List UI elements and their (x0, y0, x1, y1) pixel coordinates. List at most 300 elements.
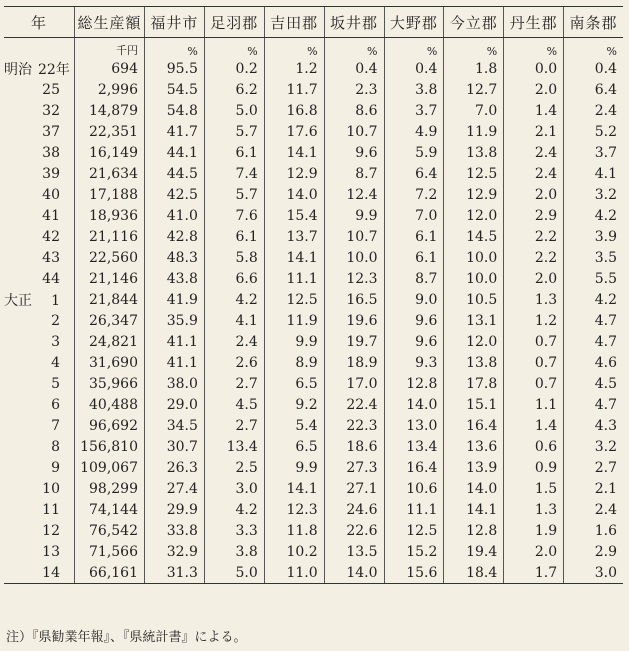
percentage-cell: 2.4 (564, 499, 623, 520)
unit-cell: 千円 (75, 38, 145, 59)
percentage-cell: 9.6 (384, 331, 444, 352)
percentage-cell: 4.1 (564, 163, 623, 184)
percentage-cell: 5.2 (564, 121, 623, 142)
percentage-cell: 5.8 (204, 247, 264, 268)
header-cell: 今立郡 (444, 7, 504, 38)
percentage-cell: 4.3 (564, 415, 623, 436)
total-production-cell: 16,149 (75, 142, 145, 163)
percentage-cell: 15.4 (264, 205, 324, 226)
percentage-cell: 3.2 (564, 184, 623, 205)
year-cell (4, 415, 75, 436)
percentage-cell: 9.9 (324, 205, 384, 226)
percentage-cell: 4.7 (564, 310, 623, 331)
percentage-cell: 3.9 (564, 226, 623, 247)
percentage-cell: 12.9 (444, 184, 504, 205)
percentage-cell: 22.3 (324, 415, 384, 436)
percentage-cell: 10.6 (384, 478, 444, 499)
percentage-cell: 19.6 (324, 310, 384, 331)
year-cell (4, 562, 75, 584)
percentage-cell: 19.4 (444, 541, 504, 562)
table-body (4, 38, 623, 584)
percentage-cell: 10.0 (444, 247, 504, 268)
percentage-cell: 41.7 (145, 121, 205, 142)
year-cell (4, 352, 75, 373)
unit-cell: % (264, 38, 324, 59)
percentage-cell: 14.0 (264, 184, 324, 205)
total-production-cell: 2,996 (75, 79, 145, 100)
percentage-cell: 18.9 (324, 352, 384, 373)
percentage-cell: 1.4 (504, 415, 564, 436)
year-number: 32 (42, 102, 60, 119)
year-cell (4, 205, 75, 226)
percentage-cell: 1.5 (504, 478, 564, 499)
percentage-cell: 5.5 (564, 268, 623, 289)
percentage-cell: 10.5 (444, 289, 504, 310)
percentage-cell: 18.4 (444, 562, 504, 584)
header-cell: 足羽郡 (204, 7, 264, 38)
percentage-cell: 10.2 (264, 541, 324, 562)
percentage-cell: 0.7 (504, 331, 564, 352)
year-number: 22年 (38, 61, 70, 78)
year-cell (4, 226, 75, 247)
percentage-cell: 0.7 (504, 373, 564, 394)
total-production-cell: 109,067 (75, 457, 145, 478)
year-number: 41 (42, 207, 60, 224)
percentage-cell: 4.5 (204, 394, 264, 415)
year-number: 1 (51, 292, 60, 309)
percentage-cell: 13.0 (384, 415, 444, 436)
percentage-cell: 29.9 (145, 499, 205, 520)
percentage-cell: 2.1 (564, 478, 623, 499)
year-cell (4, 436, 75, 457)
percentage-cell: 12.5 (384, 520, 444, 541)
total-production-cell: 74,144 (75, 499, 145, 520)
percentage-cell: 4.2 (204, 289, 264, 310)
percentage-cell: 12.0 (444, 331, 504, 352)
year-cell (4, 457, 75, 478)
percentage-cell: 2.9 (564, 541, 623, 562)
percentage-cell: 1.2 (504, 310, 564, 331)
percentage-cell: 13.5 (324, 541, 384, 562)
table-row (4, 478, 623, 499)
percentage-cell: 16.8 (264, 100, 324, 121)
percentage-cell: 0.9 (504, 457, 564, 478)
percentage-cell: 4.7 (564, 394, 623, 415)
percentage-cell: 2.2 (504, 247, 564, 268)
percentage-cell: 4.2 (204, 499, 264, 520)
percentage-cell: 6.5 (264, 373, 324, 394)
percentage-cell: 2.7 (204, 373, 264, 394)
year-number: 7 (51, 417, 60, 434)
percentage-cell: 8.7 (384, 268, 444, 289)
year-number: 3 (51, 333, 60, 350)
table-row (4, 247, 623, 268)
year-number: 40 (42, 186, 60, 203)
header-row (4, 7, 623, 38)
percentage-cell: 11.1 (384, 499, 444, 520)
total-production-cell: 31,690 (75, 352, 145, 373)
table-row (4, 205, 623, 226)
percentage-cell: 35.9 (145, 310, 205, 331)
total-production-cell: 40,488 (75, 394, 145, 415)
table-row (4, 121, 623, 142)
percentage-cell: 5.7 (204, 121, 264, 142)
year-number: 39 (42, 165, 60, 182)
table-row (4, 226, 623, 247)
percentage-cell: 27.3 (324, 457, 384, 478)
percentage-cell: 41.1 (145, 352, 205, 373)
percentage-cell: 15.2 (384, 541, 444, 562)
percentage-cell: 6.1 (204, 226, 264, 247)
header-cell: 坂井郡 (324, 7, 384, 38)
percentage-cell: 6.4 (564, 79, 623, 100)
percentage-cell: 4.9 (384, 121, 444, 142)
table-row (4, 289, 623, 310)
percentage-cell: 14.1 (444, 499, 504, 520)
percentage-cell: 12.4 (324, 184, 384, 205)
percentage-cell: 14.0 (444, 478, 504, 499)
percentage-cell: 27.1 (324, 478, 384, 499)
percentage-cell: 16.4 (384, 457, 444, 478)
year-number: 43 (42, 249, 60, 266)
percentage-cell: 43.8 (145, 268, 205, 289)
total-production-cell: 21,634 (75, 163, 145, 184)
percentage-cell: 29.0 (145, 394, 205, 415)
year-number: 38 (42, 144, 60, 161)
year-number: 13 (42, 543, 60, 560)
percentage-cell: 22.4 (324, 394, 384, 415)
unit-cell: % (324, 38, 384, 59)
total-production-cell: 14,879 (75, 100, 145, 121)
year-number: 4 (51, 354, 60, 371)
table-row (4, 58, 623, 79)
total-production-cell: 22,351 (75, 121, 145, 142)
year-cell (4, 184, 75, 205)
percentage-cell: 2.4 (504, 142, 564, 163)
year-number: 8 (51, 438, 60, 455)
percentage-cell: 11.0 (264, 562, 324, 584)
year-cell (4, 373, 75, 394)
percentage-cell: 14.0 (384, 394, 444, 415)
percentage-cell: 33.8 (145, 520, 205, 541)
percentage-cell: 1.3 (504, 289, 564, 310)
percentage-cell: 12.3 (324, 268, 384, 289)
percentage-cell: 7.6 (204, 205, 264, 226)
percentage-cell: 6.4 (384, 163, 444, 184)
year-cell (4, 100, 75, 121)
percentage-cell: 4.2 (564, 205, 623, 226)
percentage-cell: 6.6 (204, 268, 264, 289)
percentage-cell: 16.5 (324, 289, 384, 310)
total-production-cell: 96,692 (75, 415, 145, 436)
percentage-cell: 13.9 (444, 457, 504, 478)
percentage-cell: 0.4 (384, 58, 444, 79)
year-number: 14 (42, 564, 60, 581)
percentage-cell: 1.8 (444, 58, 504, 79)
table-row (4, 268, 623, 289)
percentage-cell: 3.7 (384, 100, 444, 121)
percentage-cell: 13.4 (384, 436, 444, 457)
percentage-cell: 5.9 (384, 142, 444, 163)
percentage-cell: 3.0 (204, 478, 264, 499)
percentage-cell: 22.6 (324, 520, 384, 541)
total-production-cell: 156,810 (75, 436, 145, 457)
percentage-cell: 3.2 (564, 436, 623, 457)
percentage-cell: 15.1 (444, 394, 504, 415)
percentage-cell: 12.9 (264, 163, 324, 184)
percentage-cell: 0.0 (504, 58, 564, 79)
header-cell: 大野郡 (384, 7, 444, 38)
year-number: 2 (51, 312, 60, 329)
percentage-cell: 0.4 (324, 58, 384, 79)
percentage-cell: 38.0 (145, 373, 205, 394)
percentage-cell: 13.6 (444, 436, 504, 457)
percentage-cell: 10.0 (444, 268, 504, 289)
percentage-cell: 9.3 (384, 352, 444, 373)
percentage-cell: 6.2 (204, 79, 264, 100)
total-production-cell: 35,966 (75, 373, 145, 394)
percentage-cell: 26.3 (145, 457, 205, 478)
percentage-cell: 2.5 (204, 457, 264, 478)
header-cell: 総生産額 (75, 7, 145, 38)
percentage-cell: 13.7 (264, 226, 324, 247)
year-cell (4, 541, 75, 562)
percentage-cell: 3.0 (564, 562, 623, 584)
percentage-cell: 8.6 (324, 100, 384, 121)
year-cell (4, 58, 75, 79)
percentage-cell: 3.8 (384, 79, 444, 100)
percentage-cell: 5.0 (204, 100, 264, 121)
percentage-cell: 3.3 (204, 520, 264, 541)
table-row (4, 142, 623, 163)
percentage-cell: 42.5 (145, 184, 205, 205)
percentage-cell: 14.0 (324, 562, 384, 584)
percentage-cell: 31.3 (145, 562, 205, 584)
table-row (4, 184, 623, 205)
percentage-cell: 54.8 (145, 100, 205, 121)
percentage-cell: 0.6 (504, 436, 564, 457)
era-label: 明治 (4, 61, 32, 78)
year-number: 44 (42, 270, 60, 287)
header-cell: 丹生郡 (504, 7, 564, 38)
percentage-cell: 8.9 (264, 352, 324, 373)
percentage-cell: 17.8 (444, 373, 504, 394)
percentage-cell: 9.2 (264, 394, 324, 415)
percentage-cell: 7.4 (204, 163, 264, 184)
percentage-cell: 11.9 (264, 310, 324, 331)
unit-cell: % (564, 38, 623, 59)
year-cell (4, 478, 75, 499)
header-cell: 年 (4, 7, 75, 38)
total-production-cell: 71,566 (75, 541, 145, 562)
percentage-cell: 12.5 (444, 163, 504, 184)
era-label: 大正 (4, 292, 32, 309)
table-row (4, 394, 623, 415)
percentage-cell: 41.0 (145, 205, 205, 226)
total-production-cell: 22,560 (75, 247, 145, 268)
percentage-cell: 7.2 (384, 184, 444, 205)
year-number: 42 (42, 228, 60, 245)
year-number: 9 (51, 459, 60, 476)
table-row (4, 310, 623, 331)
percentage-cell: 44.5 (145, 163, 205, 184)
total-production-cell: 18,936 (75, 205, 145, 226)
percentage-cell: 12.0 (444, 205, 504, 226)
percentage-cell: 2.6 (204, 352, 264, 373)
percentage-cell: 9.9 (264, 331, 324, 352)
percentage-cell: 48.3 (145, 247, 205, 268)
percentage-cell: 17.6 (264, 121, 324, 142)
unit-cell: % (204, 38, 264, 59)
year-cell (4, 331, 75, 352)
percentage-cell: 6.5 (264, 436, 324, 457)
table-row (4, 163, 623, 184)
table-row (4, 541, 623, 562)
percentage-cell: 2.4 (564, 100, 623, 121)
percentage-cell: 1.2 (264, 58, 324, 79)
year-cell (4, 247, 75, 268)
table-row (4, 79, 623, 100)
percentage-cell: 1.1 (504, 394, 564, 415)
year-cell (4, 499, 75, 520)
year-cell (4, 163, 75, 184)
percentage-cell: 6.1 (204, 142, 264, 163)
total-production-cell: 694 (75, 58, 145, 79)
percentage-cell: 30.7 (145, 436, 205, 457)
percentage-cell: 5.0 (204, 562, 264, 584)
percentage-cell: 2.0 (504, 79, 564, 100)
source-note: 注）『県勧業年報』、『県統計書』による。 (6, 630, 247, 645)
percentage-cell: 19.7 (324, 331, 384, 352)
year-number: 5 (51, 375, 60, 392)
percentage-cell: 1.3 (504, 499, 564, 520)
percentage-cell: 6.1 (384, 226, 444, 247)
percentage-cell: 3.8 (204, 541, 264, 562)
percentage-cell: 12.3 (264, 499, 324, 520)
unit-cell (4, 38, 75, 59)
year-cell (4, 268, 75, 289)
percentage-cell: 13.1 (444, 310, 504, 331)
year-cell (4, 79, 75, 100)
percentage-cell: 14.1 (264, 478, 324, 499)
percentage-cell: 11.1 (264, 268, 324, 289)
unit-cell: % (145, 38, 205, 59)
table-row (4, 415, 623, 436)
percentage-cell: 8.7 (324, 163, 384, 184)
percentage-cell: 2.0 (504, 268, 564, 289)
total-production-cell: 17,188 (75, 184, 145, 205)
percentage-cell: 17.0 (324, 373, 384, 394)
percentage-cell: 12.8 (384, 373, 444, 394)
percentage-cell: 27.4 (145, 478, 205, 499)
percentage-cell: 1.7 (504, 562, 564, 584)
year-cell (4, 394, 75, 415)
percentage-cell: 4.6 (564, 352, 623, 373)
unit-cell: % (444, 38, 504, 59)
year-number: 10 (42, 480, 60, 497)
percentage-cell: 2.2 (504, 226, 564, 247)
total-production-cell: 24,821 (75, 331, 145, 352)
percentage-cell: 2.1 (504, 121, 564, 142)
table-row (4, 457, 623, 478)
percentage-cell: 13.8 (444, 142, 504, 163)
percentage-cell: 1.6 (564, 520, 623, 541)
percentage-cell: 15.6 (384, 562, 444, 584)
percentage-cell: 11.9 (444, 121, 504, 142)
percentage-cell: 10.0 (324, 247, 384, 268)
percentage-cell: 1.4 (504, 100, 564, 121)
year-cell (4, 289, 75, 310)
year-cell (4, 121, 75, 142)
year-number: 6 (51, 396, 60, 413)
percentage-cell: 2.9 (504, 205, 564, 226)
percentage-cell: 16.4 (444, 415, 504, 436)
percentage-cell: 0.2 (204, 58, 264, 79)
percentage-cell: 4.7 (564, 331, 623, 352)
percentage-cell: 7.0 (444, 100, 504, 121)
percentage-cell: 44.1 (145, 142, 205, 163)
percentage-cell: 10.7 (324, 226, 384, 247)
percentage-cell: 14.1 (264, 142, 324, 163)
unit-cell: % (504, 38, 564, 59)
percentage-cell: 5.7 (204, 184, 264, 205)
percentage-cell: 4.5 (564, 373, 623, 394)
percentage-cell: 54.5 (145, 79, 205, 100)
percentage-cell: 14.1 (264, 247, 324, 268)
percentage-cell: 4.2 (564, 289, 623, 310)
year-cell (4, 310, 75, 331)
units-row (4, 38, 623, 59)
percentage-cell: 1.9 (504, 520, 564, 541)
percentage-cell: 2.7 (204, 415, 264, 436)
total-production-cell: 21,116 (75, 226, 145, 247)
percentage-cell: 5.4 (264, 415, 324, 436)
total-production-cell: 21,146 (75, 268, 145, 289)
year-cell (4, 520, 75, 541)
percentage-cell: 24.6 (324, 499, 384, 520)
year-number: 11 (42, 501, 60, 518)
year-cell (4, 142, 75, 163)
percentage-cell: 0.4 (564, 58, 623, 79)
percentage-cell: 41.9 (145, 289, 205, 310)
total-production-cell: 98,299 (75, 478, 145, 499)
percentage-cell: 2.0 (504, 184, 564, 205)
percentage-cell: 14.5 (444, 226, 504, 247)
percentage-cell: 2.0 (504, 541, 564, 562)
percentage-cell: 9.6 (324, 142, 384, 163)
percentage-cell: 9.0 (384, 289, 444, 310)
header-cell: 吉田郡 (264, 7, 324, 38)
percentage-cell: 34.5 (145, 415, 205, 436)
production-table (4, 6, 623, 584)
table-row (4, 520, 623, 541)
percentage-cell: 12.7 (444, 79, 504, 100)
percentage-cell: 2.4 (504, 163, 564, 184)
table-row (4, 562, 623, 584)
percentage-cell: 3.7 (564, 142, 623, 163)
percentage-cell: 11.8 (264, 520, 324, 541)
percentage-cell: 18.6 (324, 436, 384, 457)
percentage-cell: 42.8 (145, 226, 205, 247)
total-production-cell: 66,161 (75, 562, 145, 584)
year-number: 25 (42, 81, 60, 98)
percentage-cell: 3.5 (564, 247, 623, 268)
percentage-cell: 2.4 (204, 331, 264, 352)
header-cell: 南条郡 (564, 7, 623, 38)
percentage-cell: 32.9 (145, 541, 205, 562)
table-row (4, 100, 623, 121)
percentage-cell: 12.8 (444, 520, 504, 541)
